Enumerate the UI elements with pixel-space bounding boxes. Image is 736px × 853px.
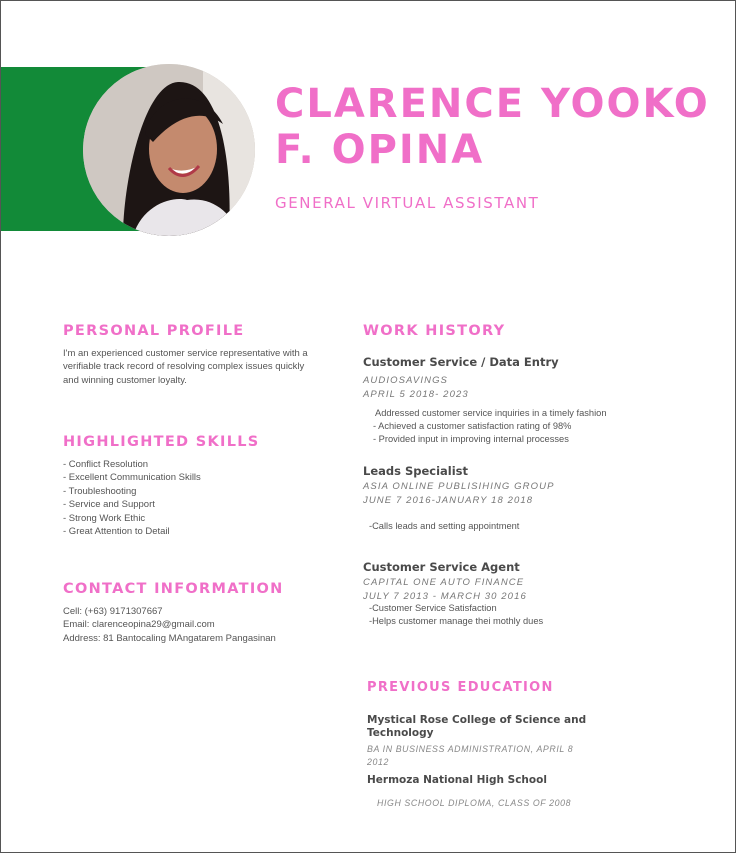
job-role: Customer Service / Data Entry bbox=[363, 355, 559, 369]
profile-photo-illustration bbox=[83, 64, 255, 236]
skills-heading: HIGHLIGHTED SKILLS bbox=[63, 434, 260, 450]
contact-cell: Cell: (+63) 9171307667 bbox=[63, 606, 163, 617]
degree-line: HIGH SCHOOL DIPLOMA, CLASS OF 2008 bbox=[377, 798, 572, 808]
name-line-2: F. OPINA bbox=[275, 127, 485, 173]
profile-line: and winning customer loyalty. bbox=[63, 374, 187, 386]
school-degree bbox=[377, 797, 571, 810]
school-name-line: Hermoza National High School bbox=[367, 774, 547, 786]
job-title: GENERAL VIRTUAL ASSISTANT bbox=[275, 194, 540, 212]
education-heading: PREVIOUS EDUCATION bbox=[367, 680, 554, 695]
school-name-line: Mystical Rose College of Science and bbox=[367, 714, 587, 726]
contact-details bbox=[63, 605, 276, 645]
skill-item: - Strong Work Ethic bbox=[63, 512, 146, 524]
school-name bbox=[367, 714, 586, 740]
skill-item: - Conflict Resolution bbox=[63, 459, 149, 470]
job-company: ASIA ONLINE PUBLISIHING GROUP bbox=[363, 481, 555, 492]
full-name bbox=[275, 81, 735, 173]
personal-profile-heading: PERSONAL PROFILE bbox=[63, 323, 245, 339]
skill-item: - Service and Support bbox=[63, 499, 155, 511]
skill-item: - Great Attention to Detail bbox=[63, 526, 170, 538]
job-dates: APRIL 5 2018- 2023 bbox=[363, 389, 469, 400]
work-history-heading: WORK HISTORY bbox=[363, 323, 506, 339]
school-name-line: Technology bbox=[367, 727, 434, 739]
contact-heading: CONTACT INFORMATION bbox=[63, 581, 284, 597]
job-company: CAPITAL ONE AUTO FINANCE bbox=[363, 577, 525, 588]
degree-line: 2012 bbox=[367, 756, 389, 767]
job-dates: JULY 7 2013 - MARCH 30 2016 bbox=[363, 591, 527, 602]
profile-photo bbox=[83, 64, 255, 236]
job-bullet: - Provided input in improving internal processes bbox=[373, 434, 569, 444]
job-bullet: -Helps customer manage thei mothly dues bbox=[369, 616, 544, 626]
job-role: Customer Service Agent bbox=[363, 560, 520, 574]
contact-address: Address: 81 Bantocaling MAngatarem Pangasinan bbox=[63, 632, 276, 644]
job-bullet: -Customer Service Satisfaction bbox=[369, 603, 497, 613]
contact-email: Email: clarenceopina29@gmail.com bbox=[63, 619, 215, 631]
skill-item: - Troubleshooting bbox=[63, 485, 137, 497]
school-name bbox=[367, 774, 547, 787]
job-company: AUDIOSAVINGS bbox=[363, 375, 448, 386]
name-line-1: CLARENCE YOOKO bbox=[275, 81, 710, 127]
job-role: Leads Specialist bbox=[363, 464, 469, 478]
skill-item: - Excellent Communication Skills bbox=[63, 472, 201, 484]
profile-line: I'm an experienced customer service representative with a bbox=[63, 348, 308, 359]
job-dates: JUNE 7 2016-JANUARY 18 2018 bbox=[363, 495, 534, 506]
job-bullet: -Calls leads and setting appointment bbox=[369, 521, 520, 531]
school-degree bbox=[367, 743, 573, 768]
degree-line: BA IN BUSINESS ADMINISTRATION, APRIL 8 bbox=[367, 744, 574, 754]
profile-line: verifiable track record of resolving complex issues quickly bbox=[63, 361, 305, 373]
personal-profile-text bbox=[63, 347, 333, 387]
skills-list bbox=[63, 458, 201, 538]
job-bullet: - Achieved a customer satisfaction rating of 98% bbox=[373, 421, 572, 431]
job-bullet: Addressed customer service inquiries in a timely fashion bbox=[375, 408, 607, 418]
